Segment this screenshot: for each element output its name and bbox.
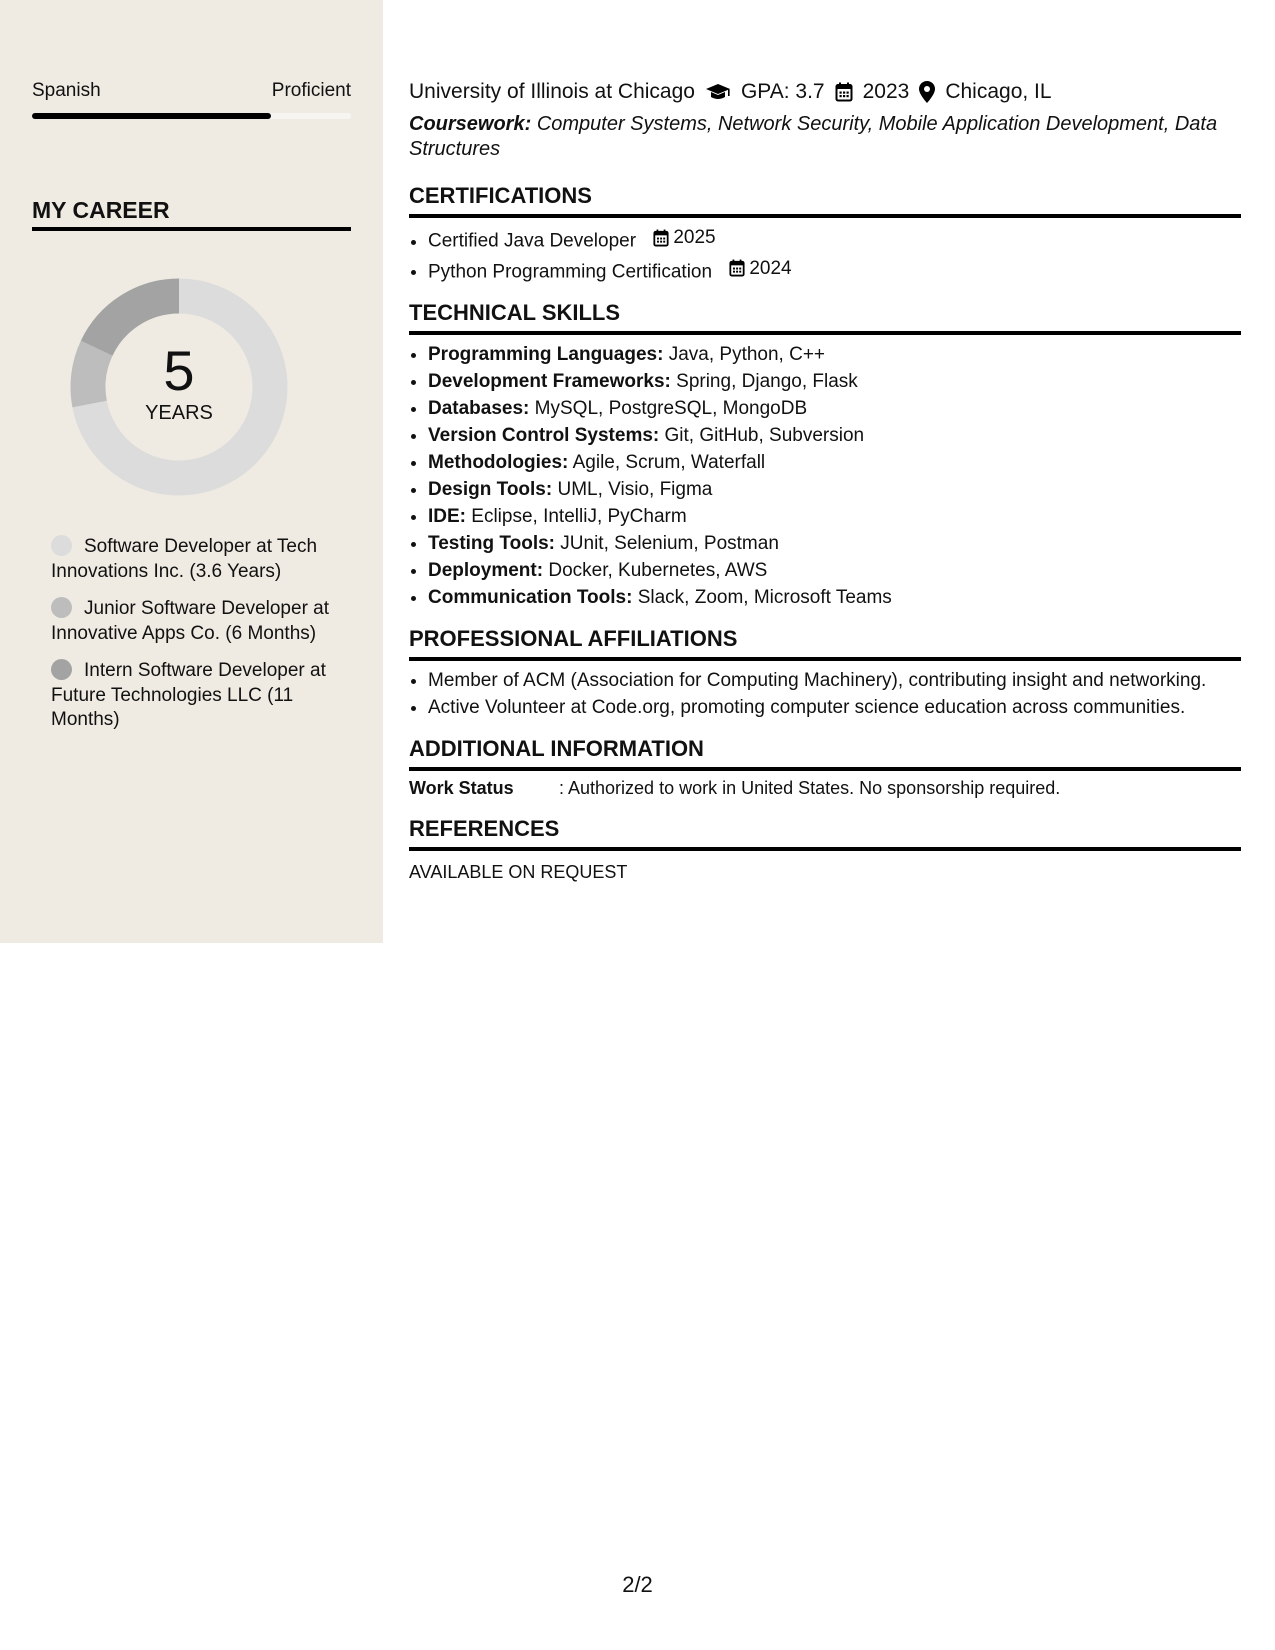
- career-role-label: Intern Software Developer at Future Technologies LLC (11 Months): [51, 660, 326, 730]
- skill-value: Git, GitHub, Subversion: [664, 425, 865, 446]
- education-line: [409, 78, 1241, 106]
- certification-item: [428, 224, 1241, 255]
- affiliations-section: [409, 626, 1241, 721]
- legend-dot-icon: [51, 535, 72, 556]
- language-proficiency-bar: [32, 113, 351, 119]
- coursework-text: Computer Systems, Network Security, Mobile Application Development, Data Structures: [409, 113, 1218, 160]
- calendar-icon: [835, 82, 853, 102]
- coursework-label: Coursework:: [409, 113, 532, 135]
- work-status-row: [409, 778, 1241, 799]
- skill-label: Design Tools:: [428, 479, 553, 500]
- career-title: MY CAREER: [32, 197, 170, 223]
- skill-item: [428, 422, 1241, 449]
- skill-label: Testing Tools:: [428, 533, 556, 554]
- career-title-rule: [32, 227, 351, 231]
- certification-date: [653, 224, 715, 251]
- total-years-unit: YEARS: [145, 401, 213, 424]
- sidebar: [0, 0, 383, 943]
- coursework: [409, 112, 1241, 161]
- skill-item: [428, 530, 1241, 557]
- references-section: [409, 816, 1241, 883]
- legend-dot-icon: [51, 597, 72, 618]
- section-title-references: REFERENCES: [409, 816, 560, 841]
- additional-section: [409, 736, 1241, 799]
- skill-value: Slack, Zoom, Microsoft Teams: [637, 587, 892, 608]
- calendar-icon: [653, 229, 669, 247]
- career-legend-item: [51, 659, 341, 733]
- skill-item: [428, 557, 1241, 584]
- certification-year: 2024: [749, 257, 792, 279]
- graduation-year: 2023: [862, 80, 910, 103]
- certification-name: Certified Java Developer: [428, 230, 637, 252]
- skill-label: Development Frameworks:: [428, 371, 671, 392]
- certification-name: Python Programming Certification: [428, 261, 713, 282]
- certification-item: [428, 255, 1241, 286]
- skill-item: [428, 503, 1241, 530]
- donut-center: [66, 274, 292, 500]
- section-title-additional: ADDITIONAL INFORMATION: [409, 736, 704, 761]
- career-role-label: Junior Software Developer at Innovative Apps Co. (6 Months): [51, 598, 330, 644]
- certifications-section: [409, 183, 1241, 285]
- certification-date: [729, 255, 791, 282]
- skill-label: Version Control Systems:: [428, 425, 660, 446]
- career-legend-item: [51, 597, 341, 646]
- gpa: GPA: 3.7: [740, 80, 825, 103]
- skill-item: [428, 368, 1241, 395]
- language-level: Proficient: [271, 80, 351, 101]
- skill-value: UML, Visio, Figma: [557, 479, 713, 500]
- section-rule: [409, 657, 1241, 661]
- skills-section: [409, 300, 1241, 611]
- references-text: AVAILABLE ON REQUEST: [409, 862, 628, 882]
- affiliation-item: • Active Volunteer at Code.org, promoting computer science education across communities.: [428, 694, 1241, 721]
- section-rule: [409, 331, 1241, 335]
- skill-value: Agile, Scrum, Waterfall: [572, 452, 766, 473]
- certification-year: 2025: [673, 227, 716, 248]
- certifications-list: [409, 224, 1241, 285]
- career-legend: [51, 535, 341, 746]
- affiliations-list: [409, 667, 1241, 721]
- skill-label: Methodologies:: [428, 452, 569, 473]
- skill-value: Eclipse, IntelliJ, PyCharm: [471, 506, 687, 527]
- skill-label: Communication Tools:: [428, 587, 633, 608]
- section-title-affiliations: PROFESSIONAL AFFILIATIONS: [409, 626, 738, 651]
- section-rule: [409, 847, 1241, 851]
- career-legend-item: [51, 535, 341, 584]
- skill-item: [428, 584, 1241, 611]
- skill-item: [428, 476, 1241, 503]
- skill-value: Docker, Kubernetes, AWS: [548, 560, 768, 581]
- skill-value: Java, Python, C++: [668, 344, 826, 365]
- calendar-icon: [729, 259, 745, 277]
- skill-label: Databases:: [428, 398, 530, 419]
- section-rule: [409, 767, 1241, 771]
- skill-label: Programming Languages:: [428, 344, 664, 365]
- legend-dot-icon: [51, 659, 72, 680]
- main-content: [409, 78, 1241, 883]
- skill-label: Deployment:: [428, 560, 544, 581]
- graduation-cap-icon: [705, 83, 731, 101]
- section-rule: [409, 214, 1241, 218]
- skill-item: [428, 449, 1241, 476]
- map-pin-icon: [919, 81, 935, 103]
- school-name: University of Illinois at Chicago: [409, 80, 695, 103]
- career-donut-chart: [66, 274, 292, 500]
- section-title-skills: TECHNICAL SKILLS: [409, 300, 621, 325]
- skill-value: Spring, Django, Flask: [676, 371, 858, 392]
- affiliation-item: • Member of ACM (Association for Computing Machinery), contributing insight and networking.: [428, 667, 1241, 694]
- work-status-value: : Authorized to work in United States. No sponsorship required.: [559, 778, 1061, 798]
- total-years: 5: [163, 338, 195, 402]
- skill-value: JUnit, Selenium, Postman: [560, 533, 779, 554]
- language-proficiency-fill: [32, 113, 271, 119]
- page-number: 2/2: [622, 1572, 653, 1597]
- work-status-label: Work Status: [409, 778, 514, 798]
- skill-item: [428, 395, 1241, 422]
- career-role-label: Software Developer at Tech Innovations Inc. (3.6 Years): [51, 536, 318, 582]
- skill-value: MySQL, PostgreSQL, MongoDB: [534, 398, 808, 419]
- language-name: Spanish: [32, 80, 101, 101]
- section-title-certifications: CERTIFICATIONS: [409, 183, 592, 208]
- skill-label: IDE:: [428, 506, 466, 527]
- skills-list: [409, 341, 1241, 611]
- skill-item: [428, 341, 1241, 368]
- language-row: [32, 80, 351, 102]
- school-location: Chicago, IL: [945, 80, 1052, 103]
